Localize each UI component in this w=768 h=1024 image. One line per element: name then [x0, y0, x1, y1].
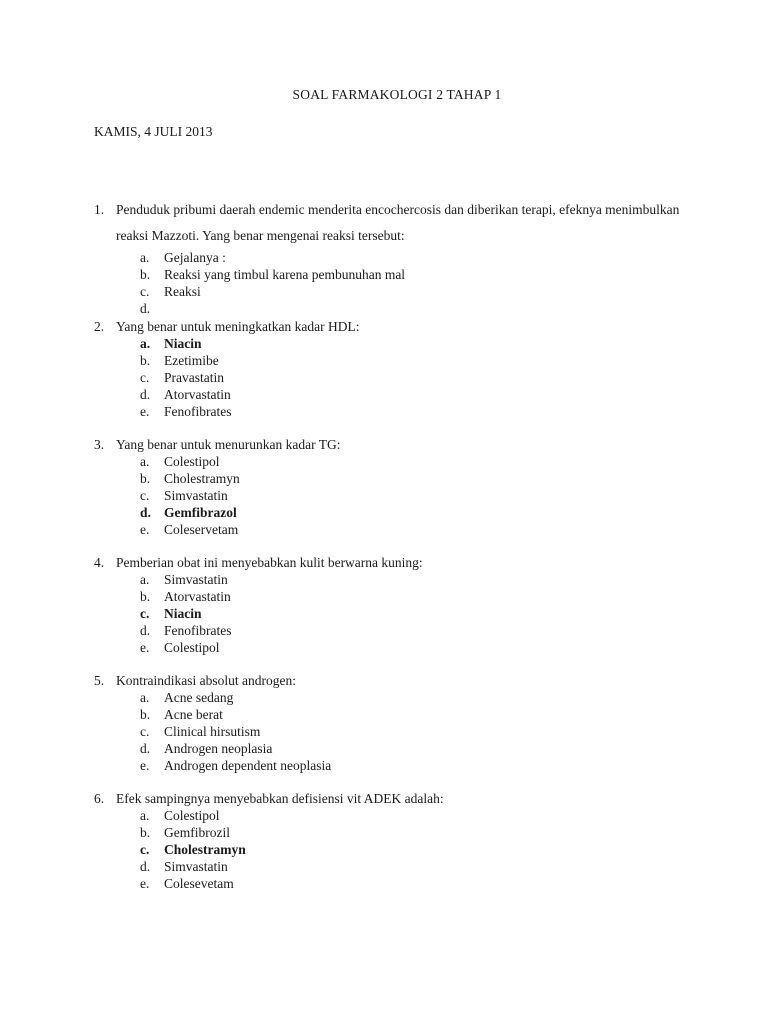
option-list — [94, 249, 694, 317]
option-3c — [94, 487, 694, 504]
option-2d — [94, 386, 694, 403]
option-3b — [94, 470, 694, 487]
option-list — [94, 335, 694, 420]
option-text: Reaksi — [164, 284, 201, 299]
question-6 — [94, 790, 694, 892]
option-3a — [94, 453, 694, 470]
option-letter: b. — [140, 353, 151, 368]
option-text: Niacin — [164, 336, 202, 351]
option-letter: b. — [140, 825, 151, 840]
question-text: Yang benar untuk meningkatkan kadar HDL: — [116, 319, 360, 334]
option-letter: d. — [140, 623, 151, 638]
option-text: Atorvastatin — [164, 589, 231, 604]
question-1 — [94, 197, 694, 317]
option-letter: a. — [140, 572, 150, 587]
option-letter: a. — [140, 454, 150, 469]
option-letter: c. — [140, 488, 150, 503]
option-text: Ezetimibe — [164, 353, 219, 368]
option-text: Reaksi yang timbul karena pembunuhan mal — [164, 267, 406, 282]
option-letter: c. — [140, 724, 150, 739]
question-number: 5. — [94, 673, 105, 688]
option-4a — [94, 571, 694, 588]
option-text: Colestipol — [164, 808, 220, 823]
option-list — [94, 453, 694, 538]
question-list — [94, 197, 694, 908]
option-letter: a. — [140, 250, 150, 265]
option-4d — [94, 622, 694, 639]
option-letter: b. — [140, 267, 151, 282]
option-text: Niacin — [164, 606, 202, 621]
document-title: SOAL FARMAKOLOGI 2 TAHAP 1 — [292, 87, 502, 102]
option-list — [94, 689, 694, 774]
option-1b — [94, 266, 694, 283]
option-text: Simvastatin — [164, 859, 228, 874]
option-text: Acne berat — [164, 707, 223, 722]
option-text: Atorvastatin — [164, 387, 231, 402]
option-letter: b. — [140, 471, 151, 486]
option-letter: b. — [140, 707, 151, 722]
option-letter: d. — [140, 859, 151, 874]
question-number: 2. — [94, 319, 105, 334]
question-text: Kontraindikasi absolut androgen: — [116, 673, 296, 688]
option-text: Clinical hirsutism — [164, 724, 261, 739]
option-text: Acne sedang — [164, 690, 234, 705]
option-text: Cholestramyn — [164, 471, 240, 486]
question-5 — [94, 672, 694, 774]
option-text: Androgen dependent neoplasia — [164, 758, 332, 773]
option-list — [94, 571, 694, 656]
question-text: Efek sampingnya menyebabkan defisiensi vit ADEK adalah: — [116, 791, 444, 806]
option-letter: c. — [140, 284, 150, 299]
question-number: 4. — [94, 555, 105, 570]
option-6d — [94, 858, 694, 875]
option-text: Colestipol — [164, 640, 220, 655]
option-text: Fenofibrates — [164, 404, 232, 419]
option-letter: b. — [140, 589, 151, 604]
option-letter: a. — [140, 690, 150, 705]
question-number: 3. — [94, 437, 105, 452]
option-5d — [94, 740, 694, 757]
option-letter: d. — [140, 505, 151, 520]
option-1d — [94, 300, 694, 317]
option-text: Colestipol — [164, 454, 220, 469]
option-6a — [94, 807, 694, 824]
option-letter: e. — [140, 522, 150, 537]
option-letter: c. — [140, 370, 150, 385]
option-letter: c. — [140, 606, 150, 621]
option-letter: e. — [140, 640, 150, 655]
option-text: Coleservetam — [164, 522, 239, 537]
option-text: Colesevetam — [164, 876, 234, 891]
option-4c-answer — [94, 605, 694, 622]
option-list — [94, 807, 694, 892]
option-letter: c. — [140, 842, 150, 857]
question-text: Penduduk pribumi daerah endemic menderita encochercosis dan diberikan terapi, efeknya menimbulkan reaksi Mazzoti. Yang benar mengenai reaksi tersebut: — [116, 202, 680, 243]
option-text: Simvastatin — [164, 572, 228, 587]
option-text: Androgen neoplasia — [164, 741, 273, 756]
option-5a — [94, 689, 694, 706]
option-text: Simvastatin — [164, 488, 228, 503]
option-6b — [94, 824, 694, 841]
option-1a — [94, 249, 694, 266]
option-5e — [94, 757, 694, 774]
option-letter: e. — [140, 758, 150, 773]
option-2b — [94, 352, 694, 369]
option-3d-answer — [94, 504, 694, 521]
option-text: Pravastatin — [164, 370, 224, 385]
option-letter: a. — [140, 336, 151, 351]
option-letter: d. — [140, 387, 151, 402]
option-2c — [94, 369, 694, 386]
option-6e — [94, 875, 694, 892]
option-letter: d. — [140, 741, 151, 756]
option-5c — [94, 723, 694, 740]
option-text: Gemfibrazol — [164, 505, 237, 520]
question-text: Pemberian obat ini menyebabkan kulit berwarna kuning: — [116, 555, 423, 570]
option-letter: a. — [140, 808, 150, 823]
option-letter: e. — [140, 404, 150, 419]
option-6c-answer — [94, 841, 694, 858]
option-2a-answer — [94, 335, 694, 352]
question-4 — [94, 554, 694, 656]
exam-date: KAMIS, 4 JULI 2013 — [94, 124, 213, 139]
option-text: Fenofibrates — [164, 623, 232, 638]
option-3e — [94, 521, 694, 538]
option-2e — [94, 403, 694, 420]
question-3 — [94, 436, 694, 538]
option-1c — [94, 283, 694, 300]
option-letter: e. — [140, 876, 150, 891]
question-number: 1. — [94, 202, 105, 217]
option-4b — [94, 588, 694, 605]
question-number: 6. — [94, 791, 105, 806]
option-text: Gejalanya : — [164, 250, 226, 265]
option-letter: d. — [140, 301, 151, 316]
option-text: Cholestramyn — [164, 842, 246, 857]
option-4e — [94, 639, 694, 656]
question-text: Yang benar untuk menurunkan kadar TG: — [116, 437, 341, 452]
option-text: Gemfibrozil — [164, 825, 230, 840]
question-2 — [94, 318, 694, 420]
option-5b — [94, 706, 694, 723]
